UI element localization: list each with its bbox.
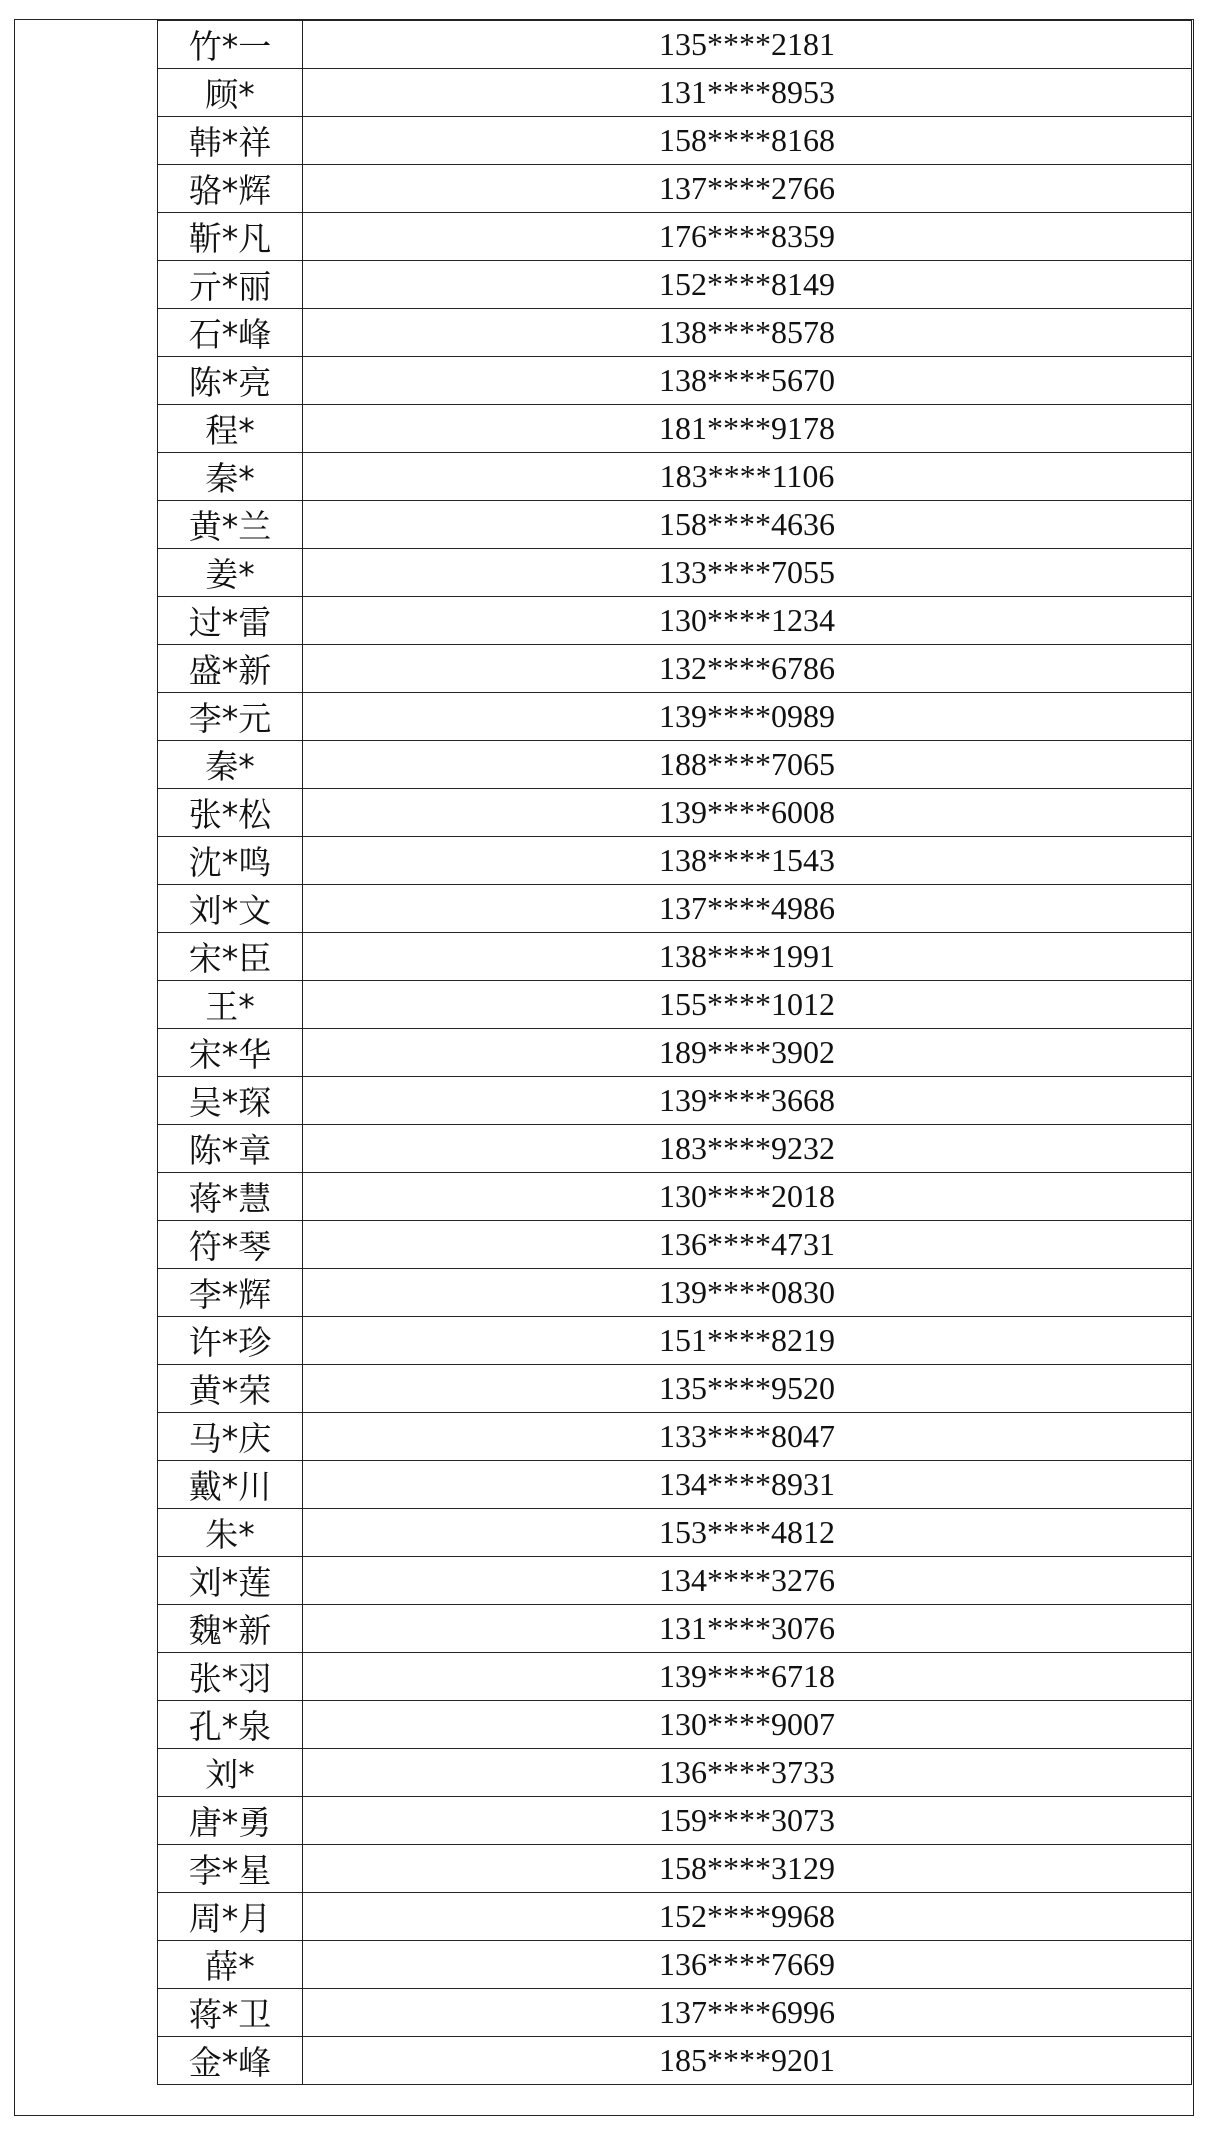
masked-phone-cell: 176****8359 [303, 213, 1192, 261]
masked-name-cell: 竹*一 [158, 21, 303, 69]
masked-phone-cell: 155****1012 [303, 981, 1192, 1029]
masked-phone-cell: 136****7669 [303, 1941, 1192, 1989]
table-row [158, 1845, 1192, 1893]
table-row [158, 1749, 1192, 1797]
masked-name-cell: 金*峰 [158, 2037, 303, 2085]
masked-name-cell: 张*羽 [158, 1653, 303, 1701]
table-row [158, 1701, 1192, 1749]
masked-phone-cell: 159****3073 [303, 1797, 1192, 1845]
table-row [158, 117, 1192, 165]
table-row [158, 69, 1192, 117]
masked-name-cell: 盛*新 [158, 645, 303, 693]
winner-list-sheet [14, 19, 1194, 2116]
table-row [158, 549, 1192, 597]
masked-phone-cell: 139****0989 [303, 693, 1192, 741]
table-row [158, 21, 1192, 69]
masked-phone-cell: 134****3276 [303, 1557, 1192, 1605]
table-row [158, 165, 1192, 213]
masked-phone-cell: 130****9007 [303, 1701, 1192, 1749]
masked-phone-cell: 130****1234 [303, 597, 1192, 645]
masked-name-cell: 秦* [158, 453, 303, 501]
masked-name-cell: 薛* [158, 1941, 303, 1989]
masked-phone-cell: 137****6996 [303, 1989, 1192, 2037]
table-row [158, 1413, 1192, 1461]
table-row [158, 1557, 1192, 1605]
winner-table [157, 20, 1192, 2085]
table-row [158, 981, 1192, 1029]
table-row [158, 1605, 1192, 1653]
masked-name-cell: 黄*兰 [158, 501, 303, 549]
masked-name-cell: 蒋*慧 [158, 1173, 303, 1221]
masked-phone-cell: 139****6718 [303, 1653, 1192, 1701]
masked-name-cell: 许*珍 [158, 1317, 303, 1365]
masked-name-cell: 刘*莲 [158, 1557, 303, 1605]
table-row [158, 1221, 1192, 1269]
masked-phone-cell: 136****4731 [303, 1221, 1192, 1269]
masked-phone-cell: 138****8578 [303, 309, 1192, 357]
table-row [158, 1077, 1192, 1125]
masked-phone-cell: 136****3733 [303, 1749, 1192, 1797]
masked-phone-cell: 132****6786 [303, 645, 1192, 693]
masked-name-cell: 刘* [158, 1749, 303, 1797]
masked-phone-cell: 158****3129 [303, 1845, 1192, 1893]
masked-phone-cell: 135****2181 [303, 21, 1192, 69]
table-row [158, 741, 1192, 789]
table-row [158, 1941, 1192, 1989]
masked-phone-cell: 181****9178 [303, 405, 1192, 453]
table-row [158, 693, 1192, 741]
masked-name-cell: 符*琴 [158, 1221, 303, 1269]
masked-phone-cell: 139****0830 [303, 1269, 1192, 1317]
masked-name-cell: 李*辉 [158, 1269, 303, 1317]
merged-left-column [15, 20, 157, 2115]
masked-phone-cell: 138****1543 [303, 837, 1192, 885]
table-row [158, 1365, 1192, 1413]
table-row [158, 789, 1192, 837]
masked-name-cell: 黄*荣 [158, 1365, 303, 1413]
table-row [158, 1029, 1192, 1077]
masked-phone-cell: 131****8953 [303, 69, 1192, 117]
table-row [158, 213, 1192, 261]
table-row [158, 357, 1192, 405]
masked-phone-cell: 185****9201 [303, 2037, 1192, 2085]
table-row [158, 1653, 1192, 1701]
table-row [158, 1317, 1192, 1365]
masked-name-cell: 韩*祥 [158, 117, 303, 165]
masked-name-cell: 戴*川 [158, 1461, 303, 1509]
table-row [158, 1173, 1192, 1221]
masked-phone-cell: 134****8931 [303, 1461, 1192, 1509]
table-row [158, 885, 1192, 933]
masked-name-cell: 靳*凡 [158, 213, 303, 261]
masked-name-cell: 秦* [158, 741, 303, 789]
table-row [158, 1509, 1192, 1557]
table-row [158, 837, 1192, 885]
masked-name-cell: 刘*文 [158, 885, 303, 933]
masked-phone-cell: 137****4986 [303, 885, 1192, 933]
masked-name-cell: 陈*亮 [158, 357, 303, 405]
masked-phone-cell: 152****9968 [303, 1893, 1192, 1941]
masked-name-cell: 王* [158, 981, 303, 1029]
masked-name-cell: 李*星 [158, 1845, 303, 1893]
table-row [158, 1797, 1192, 1845]
masked-phone-cell: 188****7065 [303, 741, 1192, 789]
masked-name-cell: 程* [158, 405, 303, 453]
table-row [158, 1989, 1192, 2037]
table-row [158, 597, 1192, 645]
masked-phone-cell: 158****4636 [303, 501, 1192, 549]
masked-phone-cell: 135****9520 [303, 1365, 1192, 1413]
masked-name-cell: 骆*辉 [158, 165, 303, 213]
masked-name-cell: 孔*泉 [158, 1701, 303, 1749]
masked-name-cell: 顾* [158, 69, 303, 117]
masked-phone-cell: 138****5670 [303, 357, 1192, 405]
table-row [158, 1125, 1192, 1173]
masked-name-cell: 沈*鸣 [158, 837, 303, 885]
masked-name-cell: 马*庆 [158, 1413, 303, 1461]
masked-phone-cell: 130****2018 [303, 1173, 1192, 1221]
masked-phone-cell: 151****8219 [303, 1317, 1192, 1365]
masked-name-cell: 亓*丽 [158, 261, 303, 309]
masked-name-cell: 陈*章 [158, 1125, 303, 1173]
table-row [158, 2037, 1192, 2085]
masked-name-cell: 朱* [158, 1509, 303, 1557]
masked-phone-cell: 152****8149 [303, 261, 1192, 309]
masked-name-cell: 石*峰 [158, 309, 303, 357]
masked-phone-cell: 158****8168 [303, 117, 1192, 165]
masked-phone-cell: 153****4812 [303, 1509, 1192, 1557]
masked-name-cell: 宋*臣 [158, 933, 303, 981]
masked-phone-cell: 138****1991 [303, 933, 1192, 981]
masked-name-cell: 魏*新 [158, 1605, 303, 1653]
masked-name-cell: 姜* [158, 549, 303, 597]
table-row [158, 453, 1192, 501]
table-row [158, 1269, 1192, 1317]
table-row [158, 1893, 1192, 1941]
masked-phone-cell: 183****9232 [303, 1125, 1192, 1173]
masked-name-cell: 唐*勇 [158, 1797, 303, 1845]
table-body [158, 21, 1192, 2085]
masked-name-cell: 周*月 [158, 1893, 303, 1941]
masked-name-cell: 宋*华 [158, 1029, 303, 1077]
masked-name-cell: 吴*琛 [158, 1077, 303, 1125]
masked-phone-cell: 183****1106 [303, 453, 1192, 501]
masked-phone-cell: 189****3902 [303, 1029, 1192, 1077]
masked-phone-cell: 137****2766 [303, 165, 1192, 213]
masked-name-cell: 张*松 [158, 789, 303, 837]
masked-phone-cell: 133****7055 [303, 549, 1192, 597]
table-row [158, 645, 1192, 693]
masked-name-cell: 蒋*卫 [158, 1989, 303, 2037]
table-row [158, 261, 1192, 309]
masked-name-cell: 李*元 [158, 693, 303, 741]
table-row [158, 405, 1192, 453]
table-row [158, 309, 1192, 357]
masked-phone-cell: 131****3076 [303, 1605, 1192, 1653]
table-row [158, 933, 1192, 981]
masked-phone-cell: 139****3668 [303, 1077, 1192, 1125]
table-row [158, 501, 1192, 549]
masked-name-cell: 过*雷 [158, 597, 303, 645]
masked-phone-cell: 139****6008 [303, 789, 1192, 837]
table-row [158, 1461, 1192, 1509]
masked-phone-cell: 133****8047 [303, 1413, 1192, 1461]
